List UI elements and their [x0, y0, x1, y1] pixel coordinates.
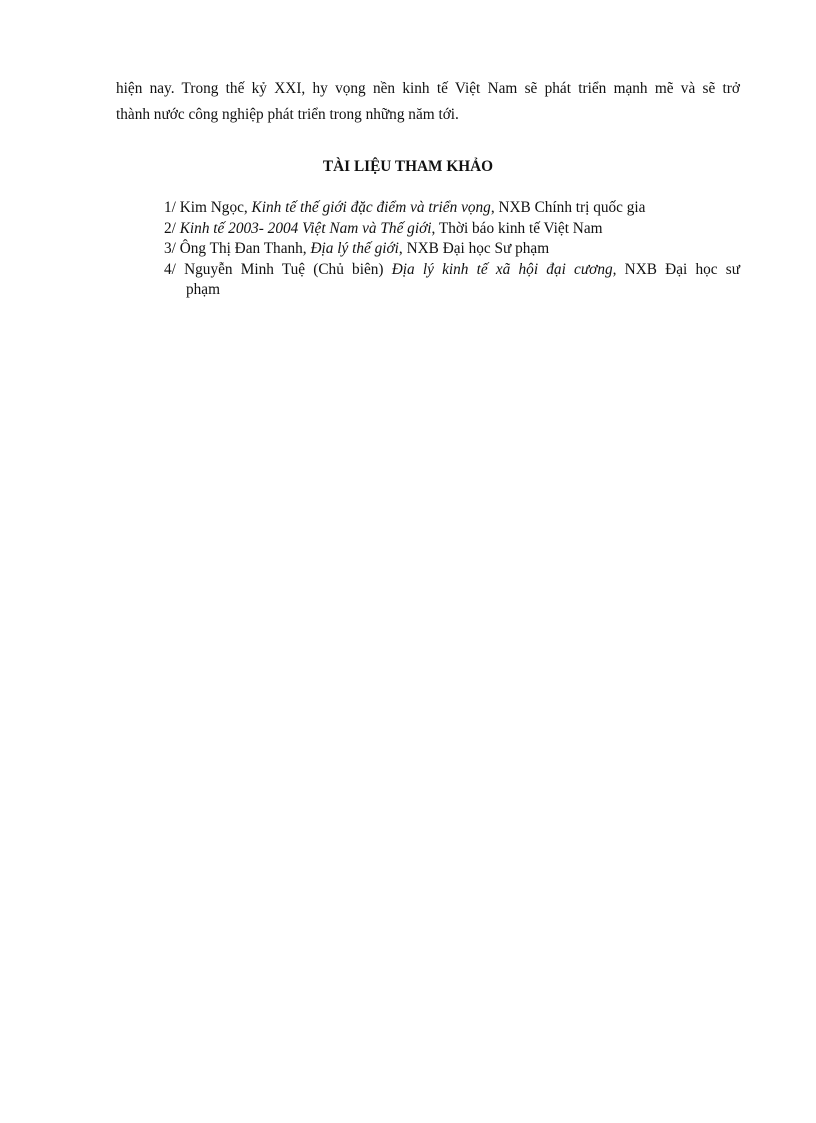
reference-prefix: 2/	[164, 219, 180, 237]
reference-suffix: , NXB Chính trị quốc gia	[490, 199, 646, 216]
reference-continuation: phạm	[186, 281, 220, 298]
reference-prefix: 1/ Kim Ngọc,	[164, 199, 252, 216]
reference-title: Địa lý kinh tế xã hội đại cương,	[391, 260, 617, 278]
reference-item-4	[164, 260, 740, 301]
reference-item-3	[164, 239, 740, 260]
references-heading: TÀI LIỆU THAM KHẢO	[322, 158, 494, 175]
reference-prefix: 3/ Ông Thị Đan Thanh,	[164, 240, 311, 257]
reference-suffix: , NXB Đại học Sư phạm	[398, 240, 550, 257]
reference-line	[164, 198, 740, 219]
reference-prefix: 4/ Nguyễn Minh Tuệ (Chủ biên)	[164, 260, 392, 278]
reference-title: Kinh tế thế giới đặc điểm và triển vọng	[251, 199, 491, 216]
intro-paragraph	[116, 76, 740, 128]
reference-line	[164, 239, 740, 260]
reference-line	[164, 219, 740, 240]
reference-title: Kinh tế 2003- 2004 Việt Nam và Thế giới	[179, 219, 432, 237]
reference-title: Địa lý thế giới	[310, 240, 399, 257]
reference-item-2	[164, 219, 740, 240]
intro-line-1: hiện nay. Trong thế kỷ XXI, hy vọng nền kinh tế Việt Nam sẽ phát triển mạnh mẽ và sẽ trở	[116, 80, 740, 97]
reference-item-1	[164, 198, 740, 219]
reference-suffix: , Thời báo kinh tế Việt Nam	[431, 219, 603, 237]
reference-list	[164, 198, 740, 301]
reference-suffix: NXB Đại học sư	[616, 260, 740, 278]
reference-line	[164, 260, 740, 281]
intro-line-2: thành nước công nghiệp phát triển trong những năm tới.	[116, 106, 459, 123]
